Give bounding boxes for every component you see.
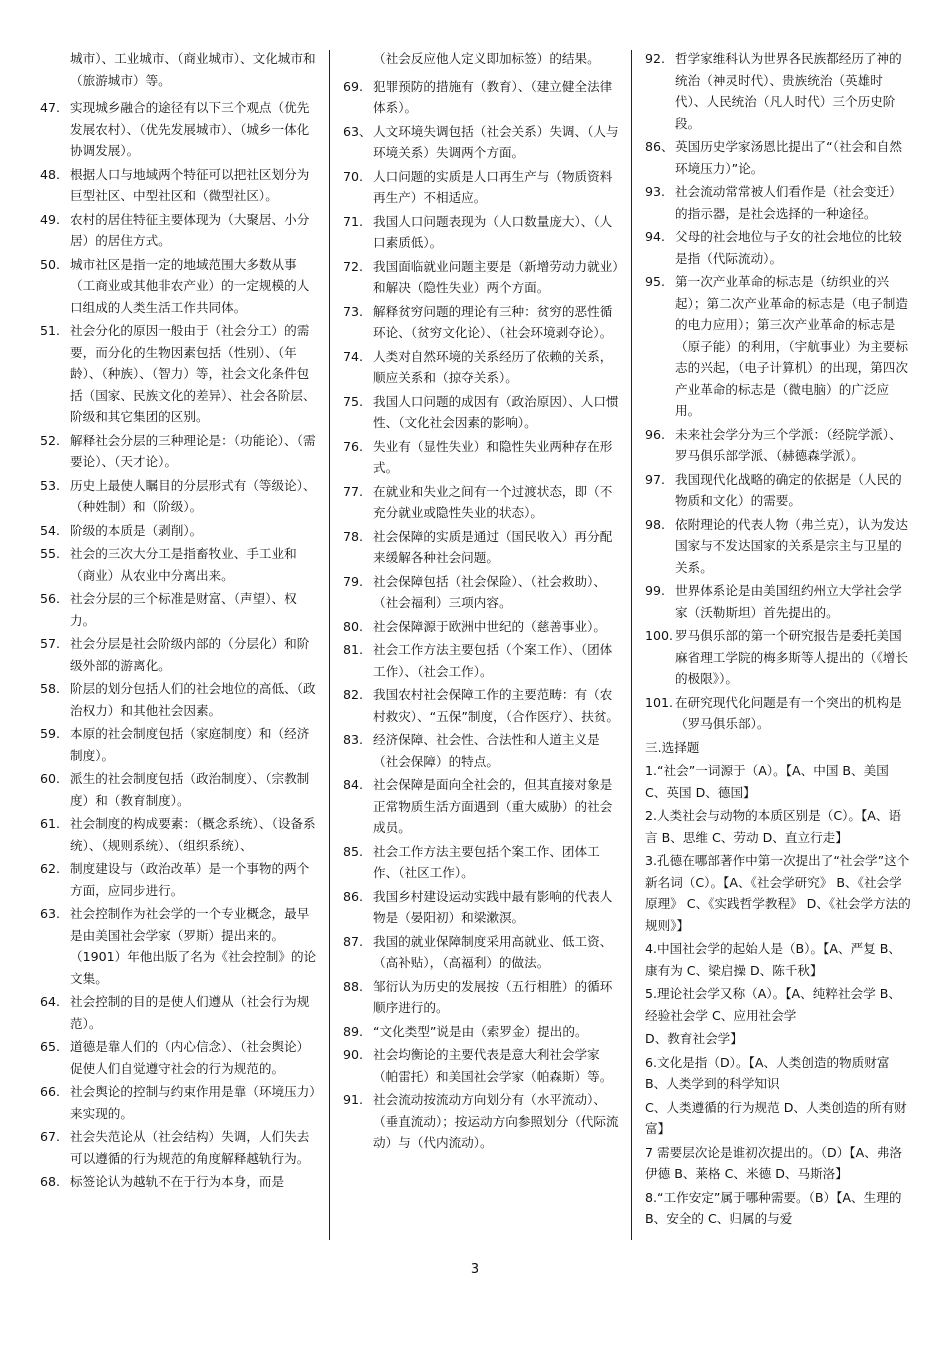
question-number: 86、 (645, 139, 674, 154)
choice-question: 6.文化是指（D）。【A、人类创造的物质财富 B、人类学到的科学知识 (645, 1054, 890, 1091)
question-text: 罗马俱乐部的第一个研究报告是委托美国麻省理工学院的梅多斯等人提出的（《增长的极限》）。 (675, 628, 908, 686)
question-item (343, 729, 621, 772)
page-number: 3 (470, 1262, 480, 1277)
question-item (343, 886, 621, 929)
question-text: 依附理论的代表人物（弗兰克），认为发达国家与不发达国家的关系是宗主与卫星的关系。 (675, 516, 908, 575)
question-text: 城市社区是指一定的地域范围大多数从事（工商业或其他非农产业）的一定规模的人口组成的人类生活工作共同体。 (70, 256, 310, 315)
choice-question: 1.“社会”一词源于（A）。【A、中国 B、美国 C、英国 D、德国】 (645, 763, 889, 800)
question-number: 48. (40, 166, 61, 182)
question-item (343, 976, 621, 1019)
question-item (343, 166, 621, 209)
question-number: 53. (40, 477, 61, 493)
question-text: 未来社会学分为三个学派：（经院学派）、罗马俱乐部学派、（赫德森学派）。 (675, 426, 902, 463)
question-text: 在就业和失业之间有一个过渡状态，即（不充分就业或隐性失业的状态）。 (373, 483, 613, 520)
question-item (40, 1126, 318, 1169)
question-text: 世界体系论是由美国纽约州立大学社会学家（沃勒斯坦）首先提出的。 (675, 583, 902, 620)
question-item (343, 639, 621, 682)
question-number: 77. (343, 483, 364, 499)
question-number: 71. (343, 213, 364, 229)
question-item (645, 48, 913, 134)
question-item (40, 97, 318, 162)
question-text: 阶级的本质是（剥削）。 (70, 522, 203, 538)
question-item (343, 211, 621, 254)
question-item (343, 684, 621, 727)
question-item (343, 391, 621, 434)
question-item (40, 678, 318, 721)
question-item (343, 346, 621, 389)
question-item (40, 1171, 318, 1193)
question-item (40, 320, 318, 428)
question-item (645, 424, 913, 467)
choice-question: D、教育社会学】 (645, 1031, 743, 1046)
question-text: 我国现代化战略的确定的依据是（人民的物质和文化）的需要。 (675, 471, 902, 508)
choice-question: 3.孔德在哪部著作中第一次提出了“社会学”这个新名词（C）。【A、《社会学研究》 B、《社会学原理》 C、《实践哲学教程》 D、《社会学方法的规则》】 (645, 853, 911, 933)
question-text: 制度建设与（政治改革）是一个事物的两个方面，应同步进行。 (70, 861, 310, 898)
question-item (343, 571, 621, 614)
question-item (343, 481, 621, 524)
question-number: 59. (40, 726, 61, 741)
question-number: 62. (40, 861, 61, 876)
question-text: 我国乡村建设运动实践中最有影响的代表人物是（晏阳初）和梁漱溟。 (373, 888, 613, 925)
question-number: 73. (343, 303, 364, 319)
question-number: 70. (343, 168, 364, 184)
question-text: 社会控制的目的是使人们遵从（社会行为规范）。 (70, 994, 310, 1031)
question-item (40, 588, 318, 631)
question-item (645, 181, 913, 224)
question-text: 我国人口问题表现为（人口数量庞大）、（人口素质低）。 (373, 213, 613, 250)
question-text: 社会工作方法主要包括（个案工作）、（团体工作）、（社会工作）。 (373, 642, 613, 679)
question-number: 50. (40, 256, 61, 272)
choice-question: 4.中国社会学的起始人是（B）。【A、严复 B、康有为 C、梁启操 D、陈千秋】 (645, 941, 902, 978)
column-2 (343, 48, 621, 1156)
question-number: 52. (40, 432, 61, 448)
question-item (40, 633, 318, 676)
question-item (40, 164, 318, 207)
question-number: 101. (645, 694, 674, 710)
question-number: 95. (645, 274, 666, 289)
question-text: 犯罪预防的措施有（教育）、（建立健全法律体系）。 (373, 78, 613, 115)
question-number: 51. (40, 323, 61, 338)
question-text: 我国人口问题的成因有（政治原因）、人口惯性、（文化社会因素的影响）。 (373, 393, 619, 430)
question-number: 82. (343, 687, 364, 702)
question-item (343, 1044, 621, 1087)
question-item (645, 469, 913, 512)
question-number: 75. (343, 393, 364, 409)
question-number: 47. (40, 100, 61, 115)
question-text: 道德是靠人们的（内心信念）、（社会舆论）促使人们自觉遵守社会的行为规范的。 (70, 1039, 310, 1076)
question-text: 实现城乡融合的途径有以下三个观点（优先发展农村）、（优先发展城市）、（城乡一体化协调发展）。 (70, 100, 310, 158)
question-text: “文化类型”说是由（索罗金）提出的。 (373, 1023, 588, 1039)
question-item (645, 625, 913, 690)
continuation-text: （社会反应他人定义即加标签）的结果。 (373, 51, 600, 66)
question-number: 96. (645, 426, 666, 442)
question-item (343, 256, 621, 299)
question-text: 社会保障的实质是通过（国民收入）再分配来缓解各种社会问题。 (373, 528, 613, 565)
question-item (343, 76, 621, 119)
question-number: 69. (343, 78, 364, 94)
question-number: 93. (645, 184, 666, 199)
question-item (343, 774, 621, 839)
question-number: 83. (343, 732, 364, 747)
question-number: 57. (40, 636, 61, 651)
question-item (40, 209, 318, 252)
question-text: 社会分层的三个标准是财富、（声望）、权力。 (70, 591, 297, 628)
question-number: 98. (645, 516, 666, 532)
question-number: 99. (645, 583, 666, 598)
question-text: 派生的社会制度包括（政治制度）、（宗教制度）和（教育制度）。 (70, 771, 310, 808)
choice-question: C、人类遵循的行为规范 D、人类创造的所有财富】 (645, 1099, 907, 1136)
column-3-items (645, 48, 913, 735)
choice-questions (645, 760, 913, 1230)
question-text: 本原的社会制度包括（家庭制度）和（经济制度）。 (70, 726, 310, 763)
choice-question: 7 需要层次论是谁初次提出的。（D）【A、弗洛伊德 B、莱格 C、米德 D、马斯洛】 (645, 1144, 903, 1181)
question-item (40, 254, 318, 319)
question-text: 社会失范论从（社会结构）失调，人们失去可以遵循的行为规范的角度解释越轨行为。 (70, 1129, 310, 1166)
question-item (40, 1081, 318, 1124)
question-text: 社会分层是社会阶级内部的（分层化）和阶级外部的游离化。 (70, 636, 310, 673)
question-number: 54. (40, 522, 61, 538)
question-text: 历史上最使人瞩目的分层形式有（等级论）、（种姓制）和（阶级）。 (70, 477, 316, 514)
question-item (343, 841, 621, 884)
question-item (343, 436, 621, 479)
question-text: 标签论认为越轨不在于行为本身，而是 (70, 1174, 285, 1189)
column-divider-1 (329, 50, 330, 1240)
question-text: 社会流动按流动方向划分有（水平流动）、（垂直流动）；按运动方向参照划分（代际流动）与（代内流动）。 (373, 1092, 619, 1150)
question-text: 解释贫穷问题的理论有三种：贫穷的恶性循环论、（贫穷文化论）、（社会环境剥夺论）。 (373, 303, 613, 340)
question-text: 父母的社会地位与子女的社会地位的比较是指（代际流动）。 (675, 229, 902, 266)
question-number: 65. (40, 1039, 61, 1054)
question-text: 人类对自然环境的关系经历了依赖的关系，顺应关系和（掠夺关系）。 (373, 348, 613, 385)
question-number: 78. (343, 528, 364, 544)
column-1 (40, 48, 318, 1195)
question-item (343, 526, 621, 569)
question-number: 94. (645, 229, 666, 244)
question-text: 我国面临就业问题主要是（新增劳动力就业）和解决（隐性失业）两个方面。 (373, 258, 619, 295)
question-number: 80. (343, 618, 364, 634)
question-item (645, 580, 913, 623)
question-number: 81. (343, 642, 364, 657)
question-text: 人文环境失调包括（社会关系）失调、（人与环境关系）失调两个方面。 (373, 123, 619, 160)
question-text: 社会保障源于欧洲中世纪的（慈善事业）。 (373, 618, 606, 634)
question-number: 92. (645, 51, 666, 66)
question-item (40, 813, 318, 856)
question-item (343, 121, 621, 164)
question-number: 56. (40, 591, 61, 606)
question-text: 英国历史学家汤恩比提出了“（社会和自然环境压力）”论。 (675, 139, 902, 176)
question-item (40, 520, 318, 542)
question-number: 64. (40, 994, 61, 1009)
question-number: 61. (40, 816, 61, 831)
question-text: 社会流动常常被人们看作是（社会变迁）的指示器，是社会选择的一种途径。 (675, 184, 902, 221)
question-number: 68. (40, 1174, 61, 1189)
question-number: 85. (343, 843, 364, 859)
question-item (40, 543, 318, 586)
question-number: 91. (343, 1092, 364, 1107)
question-number: 67. (40, 1129, 61, 1144)
choice-question: 5.理论社会学又称（A）。【A、纯粹社会学 B、经验社会学 C、应用社会学 (645, 986, 901, 1023)
continuation-text: 城市）、工业城市、（商业城市）、文化城市和（旅游城市）等。 (70, 51, 316, 88)
question-number: 89. (343, 1023, 364, 1039)
question-text: 社会保障包括（社会保险）、（社会救助）、（社会福利）三项内容。 (373, 573, 606, 610)
question-item (40, 723, 318, 766)
question-text: 阶层的划分包括人们的社会地位的高低、（政治权力）和其他社会因素。 (70, 681, 316, 718)
question-text: 根据人口与地域两个特征可以把社区划分为巨型社区、中型社区和（微型社区）。 (70, 166, 310, 203)
question-text: 在研究现代化问题是有一个突出的机构是（罗马俱乐部）。 (675, 694, 902, 731)
question-item (645, 226, 913, 269)
question-number: 79. (343, 573, 364, 589)
question-text: 社会均衡论的主要代表是意大利社会学家（帕雷托）和美国社会学家（帕森斯）等。 (373, 1047, 613, 1084)
question-text: 农村的居住特征主要体现为（大聚居、小分居）的居住方式。 (70, 211, 310, 248)
question-item (343, 301, 621, 344)
question-text: 人口问题的实质是人口再生产与（物质资料再生产）不相适应。 (373, 168, 613, 205)
question-item (40, 1036, 318, 1079)
choice-question: 8.“工作安定”属于哪种需要。（B）【A、生理的 B、安全的 C、归属的与爱 (645, 1189, 902, 1226)
column-2-items (343, 76, 621, 1154)
question-text: 我国农村社会保障工作的主要范畴：有（农村救灾）、“五保”制度，（合作医疗）、扶贫。 (373, 687, 620, 724)
question-text: 邹衍认为历史的发展按（五行相胜）的循环顺序进行的。 (373, 978, 613, 1015)
question-text: 社会控制作为社会学的一个专业概念，最早是由美国社会学家（罗斯）提出来的。（1901）年他出版了名为《社会控制》的论文集。 (70, 906, 317, 986)
question-item (343, 1089, 621, 1154)
question-text: 社会制度的构成要素：（概念系统）、（设备系统）、（规则系统）、（组织系统）、 (70, 816, 316, 853)
question-text: 社会的三次大分工是指畜牧业、手工业和（商业）从农业中分离出来。 (70, 546, 297, 583)
question-item (645, 514, 913, 579)
question-text: 失业有（显性失业）和隐性失业两种存在形式。 (373, 438, 613, 475)
question-number: 97. (645, 471, 666, 487)
question-text: 第一次产业革命的标志是（纺织业的兴起）；第二次产业革命的标志是（电子制造的电力应用）；第三次产业革命的标志是（原子能）的利用，（宇航事业）为主要标志的兴起，（电子计算机）的出现，第四次产业革命的标志是（微电脑）的广泛应用。 (675, 274, 908, 418)
question-item (645, 136, 913, 179)
question-item (40, 858, 318, 901)
question-number: 63. (40, 906, 61, 921)
question-item (40, 991, 318, 1034)
question-number: 100. (645, 628, 674, 643)
question-item (40, 430, 318, 473)
question-number: 66. (40, 1084, 61, 1099)
question-text: 社会舆论的控制与约束作用是靠（环境压力）来实现的。 (70, 1084, 316, 1121)
question-text: 社会工作方法主要包括个案工作、团体工作、（社区工作）。 (373, 843, 600, 880)
question-number: 87. (343, 933, 364, 949)
section-title: 三.选择题 (645, 739, 700, 755)
question-text: 社会保障是面向全社会的，但其直接对象是正常物质生活方面遇到（重大威胁）的社会成员。 (373, 777, 613, 835)
column-divider-2 (631, 50, 632, 1240)
question-number: 90. (343, 1047, 364, 1062)
question-item (343, 931, 621, 974)
question-text: 经济保障、社会性、合法性和人道主义是（社会保障）的特点。 (373, 732, 600, 769)
question-number: 88. (343, 978, 364, 994)
question-number: 72. (343, 258, 364, 274)
question-number: 86. (343, 888, 364, 904)
question-item (343, 1021, 621, 1043)
question-item (40, 475, 318, 518)
question-number: 74. (343, 348, 364, 364)
column-3 (645, 48, 913, 1232)
question-number: 60. (40, 771, 61, 786)
question-item (645, 692, 913, 735)
question-number: 76. (343, 438, 364, 454)
question-text: 社会分化的原因一般由于（社会分工）的需要，而分化的生物因素包括（性别）、（年龄）、（种族）、（智力）等，社会文化条件包括（国家、民族文化的差异）、社会各阶层、阶级和其它集团的区别。 (70, 323, 316, 424)
question-number: 49. (40, 211, 61, 227)
question-text: 哲学家维科认为世界各民族都经历了神的统治（神灵时代）、贵族统治（英雄时代）、人民统治（凡人时代）三个历史阶段。 (675, 51, 902, 131)
question-number: 84. (343, 777, 364, 792)
question-text: 我国的就业保障制度采用高就业、低工资、（高补贴），（高福利）的做法。 (373, 933, 613, 970)
question-item (40, 903, 318, 989)
choice-question: 2.人类社会与动物的本质区别是（C）。【A、语言 B、思维 C、劳动 D、直立行走】 (645, 808, 902, 845)
question-number: 55. (40, 546, 61, 561)
question-number: 58. (40, 681, 61, 696)
question-item (40, 768, 318, 811)
question-text: 解释社会分层的三种理论是：（功能论）、（需要论）、（天才论）。 (70, 432, 316, 469)
question-item (343, 616, 621, 638)
question-number: 63、 (343, 123, 372, 139)
column-1-items (40, 97, 318, 1193)
question-item (645, 271, 913, 422)
